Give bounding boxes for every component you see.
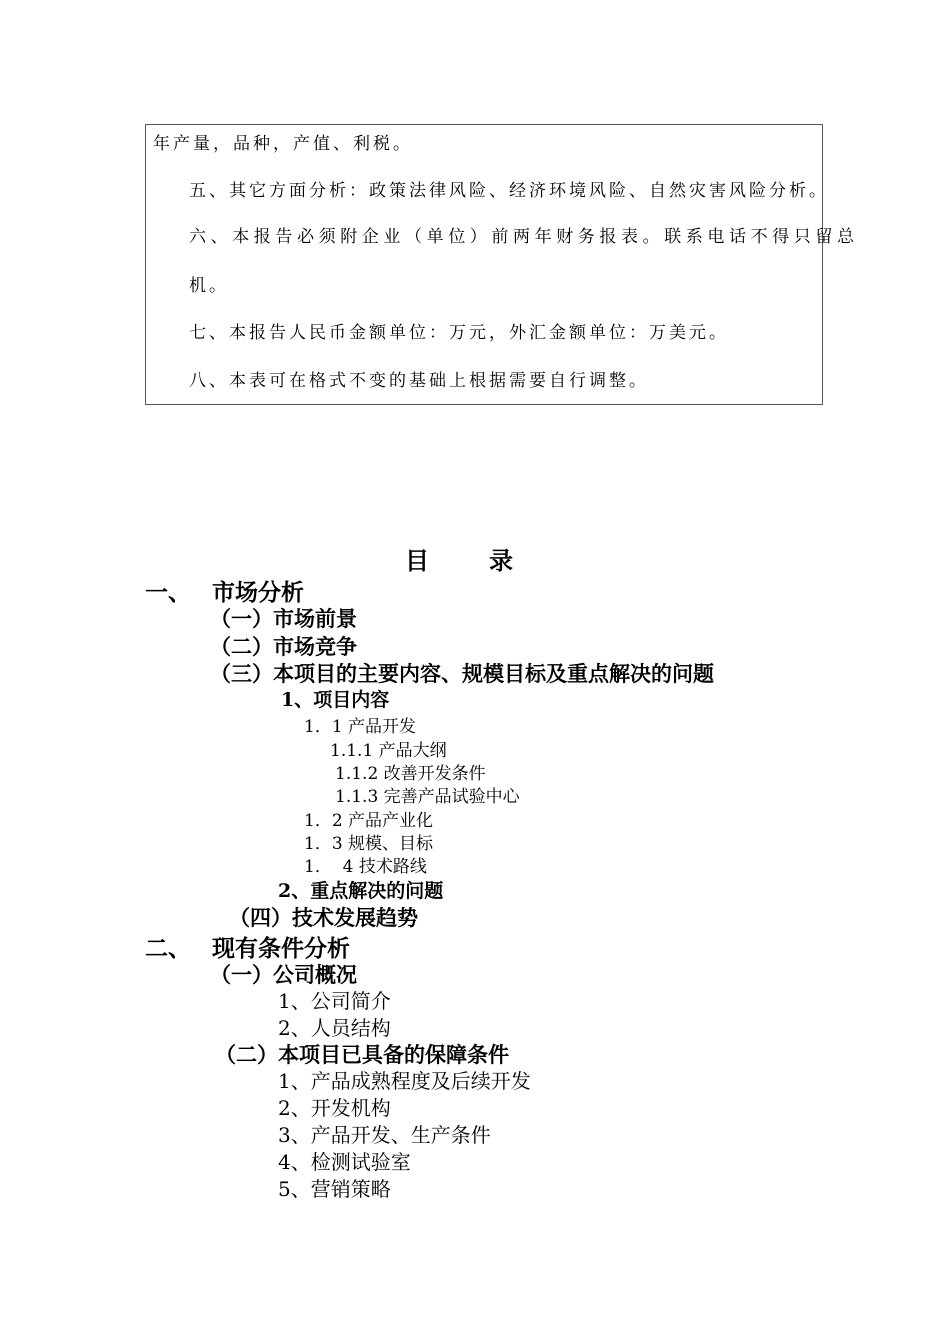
toc-section-title: 现有条件分析 [212, 935, 350, 962]
toc-item: 1.1.2 改善开发条件 [335, 764, 486, 784]
toc-section-title: 市场分析 [212, 579, 304, 606]
toc-item: 1、项目内容 [281, 689, 390, 711]
toc-item: 2、开发机构 [278, 1096, 391, 1120]
toc-item: 5、营销策略 [278, 1177, 391, 1201]
toc-title: 目录 [405, 546, 573, 575]
toc-item: 1．1 产品开发 [304, 717, 417, 737]
note-line-3: 六、本报告必须附企业（单位）前两年财务报表。联系电话不得只留总 [189, 227, 859, 247]
toc-subsection: （一）公司概况 [210, 962, 357, 987]
toc-item: 1．3 规模、目标 [304, 834, 434, 854]
note-line-2: 五、其它方面分析：政策法律风险、经济环境风险、自然灾害风险分析。 [189, 181, 829, 201]
toc-item: 4、检测试验室 [278, 1150, 411, 1174]
toc-item: 3、产品开发、生产条件 [278, 1123, 491, 1147]
toc-item: 1、产品成熟程度及后续开发 [278, 1069, 531, 1093]
toc-item: 2、人员结构 [278, 1016, 391, 1040]
note-line-5: 七、本报告人民币金额单位：万元，外汇金额单位：万美元。 [189, 323, 729, 343]
toc-item: 1.1.3 完善产品试验中心 [335, 787, 520, 807]
note-line-6: 八、本表可在格式不变的基础上根据需要自行调整。 [189, 371, 649, 391]
toc-item: 2、重点解决的问题 [278, 880, 444, 902]
note-line-1: 年产量，品种，产值、利税。 [153, 134, 413, 154]
toc-subsection: （二）本项目已具备的保障条件 [215, 1042, 509, 1067]
toc-item: 1．2 产品产业化 [304, 811, 434, 831]
toc-subsection: （三）本项目的主要内容、规模目标及重点解决的问题 [210, 661, 714, 686]
toc-item: 1.1.1 产品大纲 [330, 741, 447, 761]
toc-subsection: （二）市场竞争 [210, 634, 357, 659]
toc-item: 1、公司简介 [278, 989, 391, 1013]
toc-subsection: （一）市场前景 [210, 606, 357, 631]
notes-box [145, 124, 823, 405]
toc-section-number: 一、 [145, 579, 191, 606]
toc-subsection: （四）技术发展趋势 [229, 905, 418, 930]
toc-item: 1． 4 技术路线 [304, 857, 427, 877]
note-line-4: 机。 [189, 276, 229, 296]
toc-section-number: 二、 [145, 935, 191, 962]
